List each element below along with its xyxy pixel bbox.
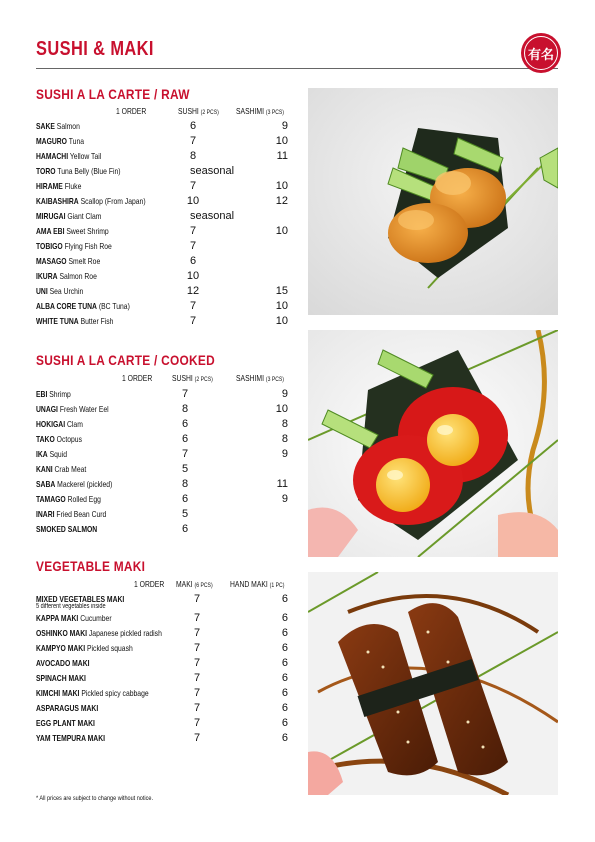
price-seasonal: seasonal (190, 165, 235, 177)
price-col-2: 10 (275, 315, 288, 327)
menu-item-row (36, 673, 296, 688)
item-name: TORO Tuna Belly (Blue Fin) (36, 166, 121, 176)
item-name: AMA EBI Sweet Shrimp (36, 226, 109, 236)
price-col-1: 7 (193, 672, 201, 684)
menu-item-row (36, 166, 296, 181)
price-col-1: 7 (189, 240, 197, 252)
price-col-1: 7 (193, 702, 201, 714)
column-header-2: SASHIMI (3 PCS) (236, 374, 285, 383)
item-name: SPINACH MAKI (36, 673, 86, 683)
item-name: IKA Squid (36, 449, 68, 459)
price-col-2: 6 (281, 732, 288, 744)
price-col-2: 6 (281, 702, 288, 714)
item-name: OSHINKO MAKI Japanese pickled radish (36, 628, 162, 638)
menu-item-row (36, 256, 296, 271)
price-disclaimer: * All prices are subject to change without notice. (36, 795, 154, 802)
price-col-1: 8 (181, 403, 189, 415)
price-col-2: 10 (275, 300, 288, 312)
menu-item-row (36, 286, 296, 301)
menu-item-row (36, 658, 296, 673)
menu-item-row (36, 718, 296, 733)
menu-item-row (36, 271, 296, 286)
item-name: EGG PLANT MAKI (36, 718, 95, 728)
item-name: MIRUGAI Giant Clam (36, 211, 102, 221)
menu-item-row (36, 419, 296, 434)
price-col-1: 6 (189, 255, 197, 267)
menu-item-row (36, 151, 296, 166)
item-name: KAMPYO MAKI Pickled squash (36, 643, 133, 653)
price-col-1: 7 (193, 732, 201, 744)
price-col-2: 6 (281, 657, 288, 669)
price-col-1: 10 (186, 270, 200, 282)
price-col-1: 5 (181, 463, 189, 475)
item-name: MASAGO Smelt Roe (36, 256, 101, 266)
price-col-1: 8 (189, 150, 197, 162)
column-header-1: SUSHI (2 PCS) (178, 107, 219, 116)
price-col-2: 11 (276, 150, 288, 162)
item-name: HAMACHI Yellow Tail (36, 151, 102, 161)
menu-item-row (36, 434, 296, 449)
item-name: AVOCADO MAKI (36, 658, 90, 668)
price-col-1: 7 (189, 135, 197, 147)
price-col-1: 7 (181, 388, 189, 400)
price-col-2: 6 (281, 687, 288, 699)
item-name: YAM TEMPURA MAKI (36, 733, 106, 743)
title-divider (36, 68, 558, 69)
item-name: TOBIGO Flying Fish Roe (36, 241, 112, 251)
item-name: TAKO Octopus (36, 434, 82, 444)
item-name: ASPARAGUS MAKI (36, 703, 99, 713)
price-col-1: 7 (189, 315, 197, 327)
price-col-1: 7 (193, 627, 201, 639)
item-name: MIXED VEGETABLES MAKI (36, 594, 125, 604)
item-name: UNI Sea Urchin (36, 286, 84, 296)
menu-item-row (36, 594, 296, 609)
menu-item-row (36, 389, 296, 404)
price-col-2: 10 (275, 403, 288, 415)
item-name: EBI Shrimp (36, 389, 71, 399)
uni-sushi-photo (308, 88, 558, 315)
price-col-1: 7 (193, 687, 201, 699)
price-col-1: 7 (189, 180, 197, 192)
item-name: KANI Crab Meat (36, 464, 87, 474)
price-col-2: 6 (281, 642, 288, 654)
price-col-1: 6 (181, 493, 189, 505)
price-col-1: 6 (181, 433, 189, 445)
item-name: IKURA Salmon Roe (36, 271, 97, 281)
price-col-1: 10 (186, 195, 200, 207)
price-col-2: 15 (275, 285, 288, 297)
price-col-1: 7 (193, 717, 201, 729)
column-header-1: MAKI (6 PCS) (176, 580, 213, 589)
item-name: ALBA CORE TUNA (BC Tuna) (36, 301, 130, 311)
price-col-2: 10 (275, 180, 288, 192)
price-col-2: 6 (281, 717, 288, 729)
item-name: MAGURO Tuna (36, 136, 85, 146)
item-name: KIMCHI MAKI Pickled spicy cabbage (36, 688, 149, 698)
item-name: SABA Mackerel (pickled) (36, 479, 113, 489)
price-col-1: 7 (193, 642, 201, 654)
section-title: SUSHI A LA CARTE / COOKED (36, 352, 215, 368)
price-col-1: 7 (193, 593, 201, 605)
price-col-2: 9 (281, 493, 288, 505)
item-name: SMOKED SALMON (36, 524, 98, 534)
restaurant-logo: 有名 (521, 33, 561, 73)
menu-item-row (36, 121, 296, 136)
menu-item-row (36, 643, 296, 658)
page-title: SUSHI & MAKI (36, 38, 154, 60)
price-col-2: 10 (275, 135, 288, 147)
menu-item-row (36, 211, 296, 226)
price-col-1: 8 (181, 478, 189, 490)
menu-item-row (36, 494, 296, 509)
price-col-2: 8 (281, 418, 288, 430)
column-header-order: 1 ORDER (122, 374, 153, 383)
column-header-2: SASHIMI (3 PCS) (236, 107, 285, 116)
column-header-order: 1 ORDER (134, 580, 165, 589)
menu-item-row (36, 404, 296, 419)
price-col-1: 6 (189, 120, 197, 132)
price-col-1: 6 (181, 523, 189, 535)
price-col-1: 7 (193, 657, 201, 669)
price-col-2: 6 (281, 612, 288, 624)
price-col-2: 6 (281, 593, 288, 605)
menu-item-row (36, 613, 296, 628)
item-name: INARI Fried Bean Curd (36, 509, 107, 519)
item-name: WHITE TUNA Butter Fish (36, 316, 114, 326)
column-header-1: SUSHI (2 PCS) (172, 374, 213, 383)
price-col-1: 7 (189, 225, 197, 237)
price-col-2: 8 (281, 433, 288, 445)
menu-item-row (36, 703, 296, 718)
item-name: UNAGI Fresh Water Eel (36, 404, 109, 414)
price-col-2: 11 (276, 478, 288, 490)
item-name: HIRAME Fluke (36, 181, 82, 191)
menu-item-row (36, 628, 296, 643)
menu-item-row (36, 449, 296, 464)
price-col-2: 9 (281, 448, 288, 460)
menu-item-row (36, 226, 296, 241)
price-col-2: 9 (281, 120, 288, 132)
price-col-1: 7 (193, 612, 201, 624)
price-col-2: 12 (275, 195, 288, 207)
price-col-1: 7 (181, 448, 189, 460)
menu-item-row (36, 136, 296, 151)
price-seasonal: seasonal (190, 210, 235, 222)
item-name: HOKIGAI Clam (36, 419, 83, 429)
menu-item-row (36, 241, 296, 256)
menu-item-row (36, 301, 296, 316)
menu-item-row (36, 196, 296, 211)
price-col-1: 5 (181, 508, 189, 520)
item-name: TAMAGO Rolled Egg (36, 494, 101, 504)
menu-item-row (36, 479, 296, 494)
price-col-1: 6 (181, 418, 189, 430)
item-subtext: 5 different vegetables inside (36, 603, 106, 610)
item-name: KAIBASHIRA Scallop (From Japan) (36, 196, 146, 206)
menu-item-row (36, 688, 296, 703)
price-col-1: 12 (186, 285, 200, 297)
section-title: VEGETABLE MAKI (36, 558, 146, 574)
item-name: SAKE Salmon (36, 121, 80, 131)
unagi-sushi-photo (308, 572, 558, 795)
price-col-1: 7 (189, 300, 197, 312)
tobiko-quail-egg-photo (308, 330, 558, 557)
section-title: SUSHI A LA CARTE / RAW (36, 86, 190, 102)
price-col-2: 10 (275, 225, 288, 237)
menu-item-row (36, 464, 296, 479)
menu-item-row (36, 316, 296, 331)
price-col-2: 6 (281, 627, 288, 639)
column-header-order: 1 ORDER (116, 107, 147, 116)
menu-item-row (36, 181, 296, 196)
item-name: KAPPA MAKI Cucumber (36, 613, 112, 623)
price-col-2: 6 (281, 672, 288, 684)
price-col-2: 9 (281, 388, 288, 400)
menu-item-row (36, 733, 296, 748)
menu-item-row (36, 524, 296, 539)
column-header-2: HAND MAKI (1 PC) (230, 580, 285, 589)
menu-item-row (36, 509, 296, 524)
